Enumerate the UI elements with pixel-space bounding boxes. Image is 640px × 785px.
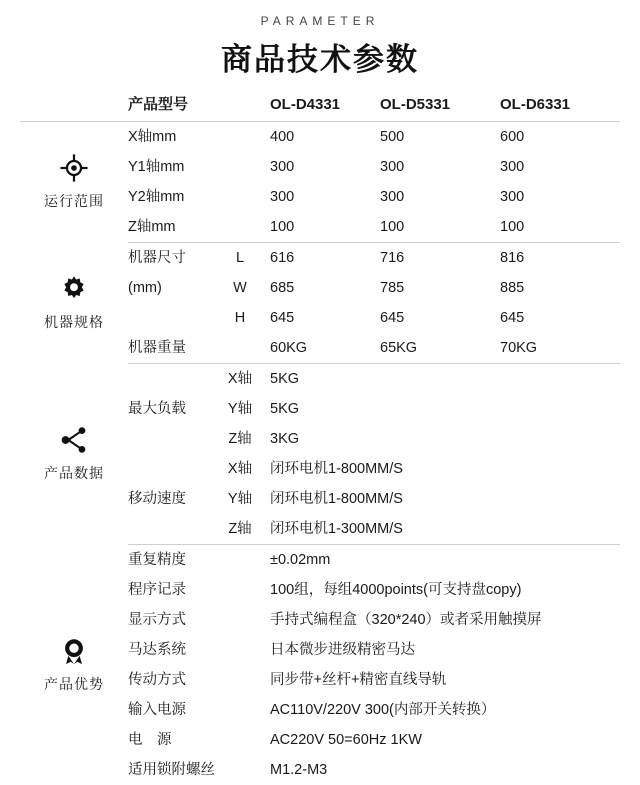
page-kicker: PARAMETER [0,0,640,28]
row-value: 816 [500,243,620,274]
row-label: Y2轴mm [128,182,270,212]
row-sublabel: X轴 [210,364,270,395]
row-value: 100组，每组4000points(可支持盘copy) [270,575,620,605]
group-icon-cell-spec [20,243,128,364]
row-value: 5KG [270,364,620,395]
row-label: 移动速度 [128,484,210,514]
row-value: 100 [270,212,380,243]
header-spacer [20,89,128,122]
row-label: 适用锁附螺丝 [128,755,270,785]
row-label [128,364,210,395]
row-value: 616 [270,243,380,274]
column-header-d6331: OL-D6331 [500,89,620,122]
row-value: 500 [380,122,500,153]
column-header-d4331: OL-D4331 [270,89,380,122]
spec-table [20,89,620,785]
row-value: 885 [500,273,620,303]
row-sublabel: L [210,243,270,274]
row-sublabel: H [210,303,270,333]
row-value: 716 [380,243,500,274]
share-icon [59,425,89,455]
row-label: X轴mm [128,122,270,153]
row-label: Z轴mm [128,212,270,243]
medal-icon [59,636,89,666]
group-icon-cell-range [20,122,128,243]
page-title: 商品技术参数 [0,34,640,79]
row-label: 电 源 [128,725,270,755]
row-value: 100 [500,212,620,243]
table-row [20,364,620,395]
row-sublabel: X轴 [210,454,270,484]
row-label: 机器重量 [128,333,270,364]
group-label-spec: 机器规格 [44,312,104,332]
row-value: 300 [270,152,380,182]
row-value: 3KG [270,424,620,454]
row-label: 马达系统 [128,635,270,665]
column-header-d5331: OL-D5331 [380,89,500,122]
row-value: 645 [380,303,500,333]
row-value: 5KG [270,394,620,424]
row-label [128,303,210,333]
row-label: 传动方式 [128,665,270,695]
table-row [20,545,620,576]
row-value: 300 [270,182,380,212]
row-value: 300 [380,182,500,212]
row-label: 显示方式 [128,605,270,635]
row-label: (mm) [128,273,210,303]
row-sublabel: W [210,273,270,303]
row-value: 70KG [500,333,620,364]
row-value: 785 [380,273,500,303]
row-value: 300 [500,152,620,182]
row-value: 闭环电机1-300MM/S [270,514,620,545]
row-sublabel: Y轴 [210,394,270,424]
row-label: 最大负载 [128,394,210,424]
row-sublabel: Y轴 [210,484,270,514]
row-label: 程序记录 [128,575,270,605]
crosshair-icon [59,153,89,183]
group-icon-cell-data [20,364,128,545]
group-label-range: 运行范围 [44,191,104,211]
row-value: 闭环电机1-800MM/S [270,454,620,484]
row-value: 400 [270,122,380,153]
row-value: AC220V 50=60Hz 1KW [270,725,620,755]
table-row [20,122,620,153]
row-value: 100 [380,212,500,243]
row-value: 手持式编程盒（320*240）或者采用触摸屏 [270,605,620,635]
table-row [20,243,620,274]
row-value: 同步带+丝杆+精密直线导轨 [270,665,620,695]
row-value: AC110V/220V 300(内部开关转换） [270,695,620,725]
row-label [128,424,210,454]
row-label: 重复精度 [128,545,270,576]
row-value: 300 [500,182,620,212]
row-sublabel: Z轴 [210,424,270,454]
gear-icon [59,274,89,304]
group-icon-cell-advantage [20,545,128,785]
row-value: 日本微步进级精密马达 [270,635,620,665]
row-label: 输入电源 [128,695,270,725]
row-value: 645 [500,303,620,333]
row-label: Y1轴mm [128,152,270,182]
column-header-model: 产品型号 [128,89,270,122]
row-label: 机器尺寸 [128,243,210,274]
row-value: 60KG [270,333,380,364]
row-value: ±0.02mm [270,545,620,576]
row-value: M1.2-M3 [270,755,620,785]
row-value: 闭环电机1-800MM/S [270,484,620,514]
row-value: 685 [270,273,380,303]
group-label-data: 产品数据 [44,463,104,483]
row-label [128,454,210,484]
row-label [128,514,210,545]
row-value: 300 [380,152,500,182]
table-header-row [20,89,620,122]
row-value: 645 [270,303,380,333]
row-sublabel: Z轴 [210,514,270,545]
row-value: 65KG [380,333,500,364]
row-value: 600 [500,122,620,153]
group-label-advantage: 产品优势 [44,674,104,694]
